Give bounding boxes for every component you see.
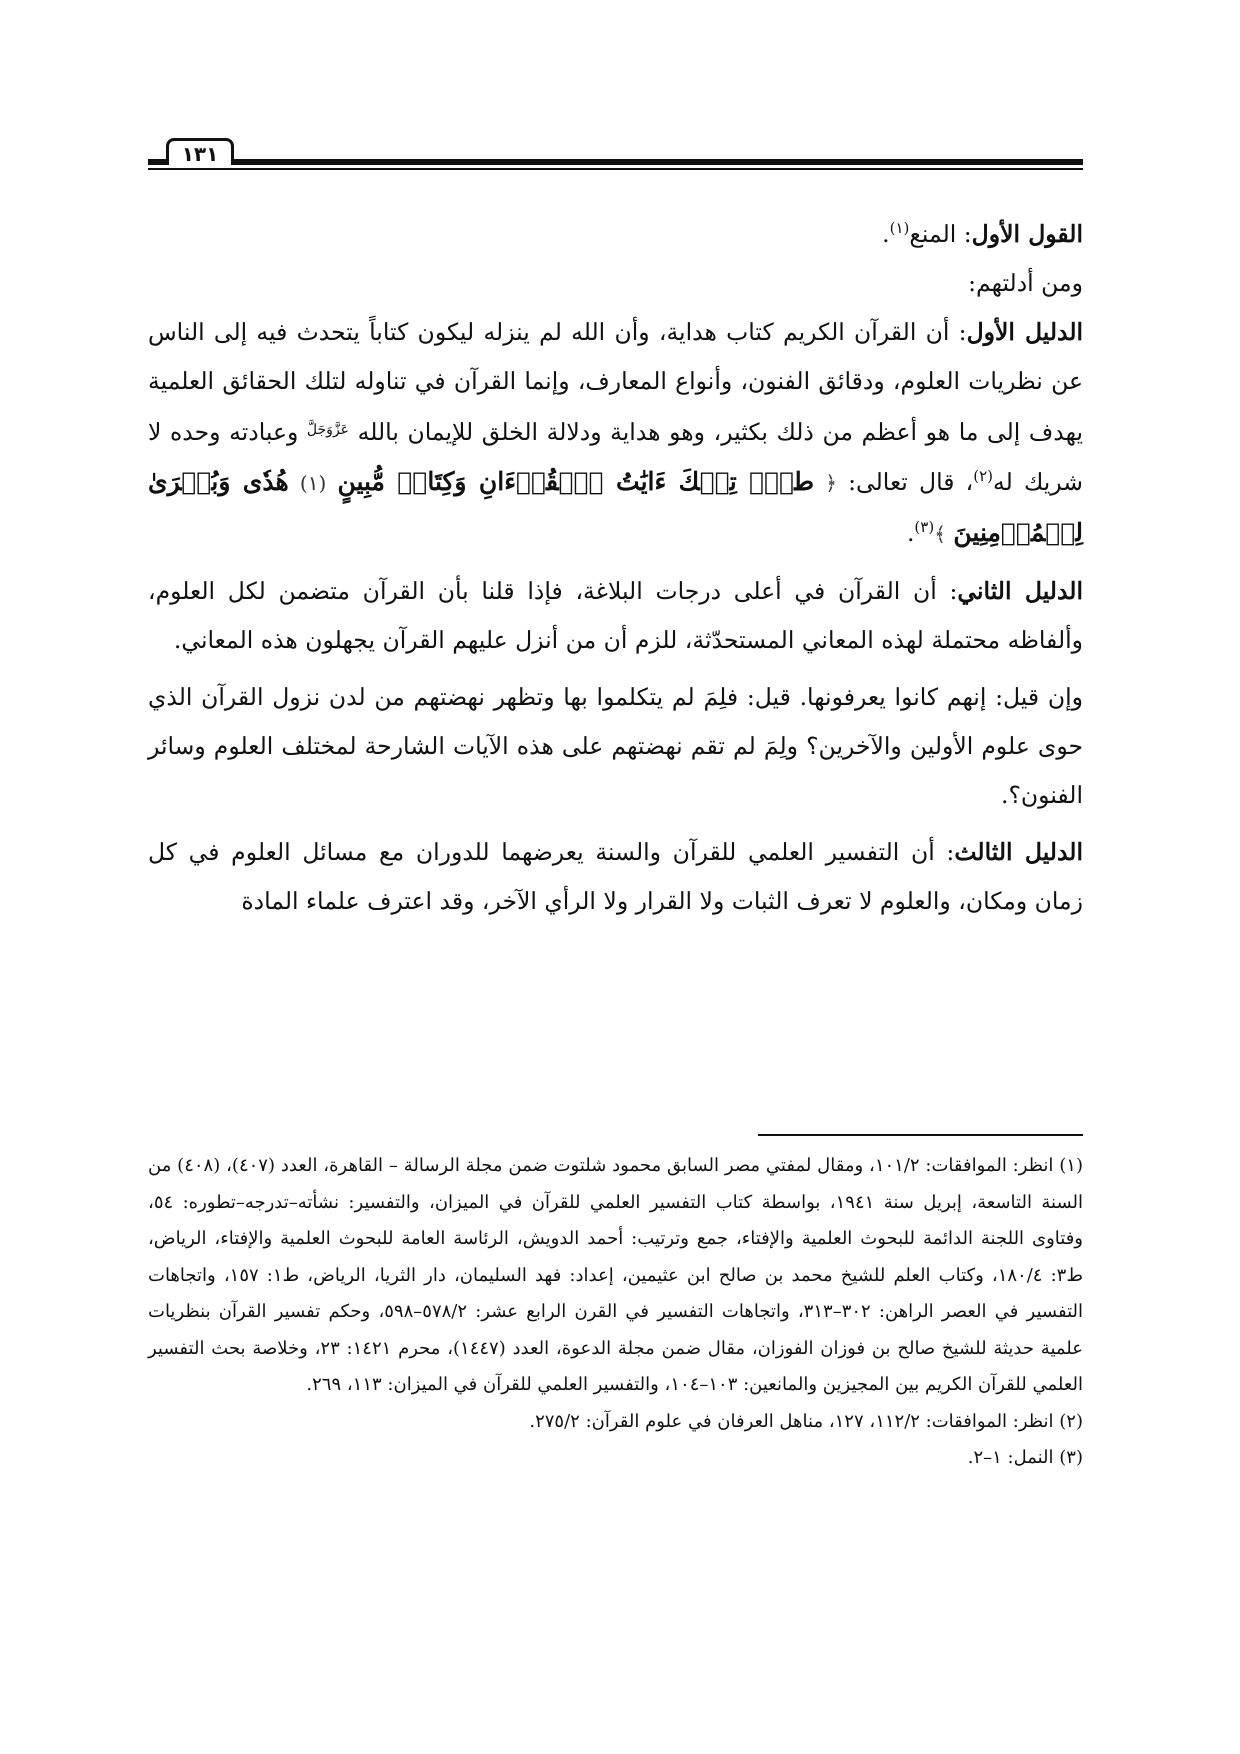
first-evidence-label: الدليل الأول [966,318,1084,346]
paragraph-third-evidence [148,828,1083,926]
footnote-3: (٣) النمل: ١–٢. [967,1447,1083,1468]
honorific-glyph: عَزَّوَجَلَّ [306,422,350,438]
first-evidence-text-3: ، قال تعالى: [836,468,974,496]
footnote-ref-3[interactable]: (٣) [914,518,935,536]
page-number: ١٣١ [166,138,234,165]
first-opinion-end: . [882,220,890,248]
quran-verse-1: طسٓۚ تِلۡكَ ءَايَٰتُ ٱلۡقُرۡءَانِ وَكِتَابٖ مُّبِينٍ [337,467,815,496]
footnote-ref-2[interactable]: (٢) [973,467,994,485]
paragraph-first-opinion [148,210,1083,259]
second-evidence-text: : أن القرآن في أعلى درجات البلاغة، فإذا قلنا بأن القرآن متضمن لكل العلوم، وألفاظه محتملة لهذه المعاني المستحدّثة، للزم أن من أنزل عليهم القرآن يجهلون هذه المعاني. [148,577,1083,654]
quran-verse-2: هُدٗى وَبُشۡرَىٰ لِلۡمُؤۡمِنِينَ [148,467,1083,547]
footnote-2: (٢) انظر: الموافقات: ١١٢/٢، ١٢٧، مناهل العرفان في علوم القرآن: ٢٧٥/٢. [529,1410,1083,1432]
paragraph-objection [148,673,1083,820]
ayah-number-marker: (١) [299,471,327,495]
second-evidence-label: الدليل الثاني [957,577,1083,605]
footnote-ref-1[interactable]: (١) [889,219,910,237]
body-text [148,210,1083,926]
page-header [148,138,1083,172]
quran-bracket-open: ﴿ [825,471,837,495]
footnote-separator [758,1134,1083,1136]
evidence-intro-text: ومن أدلتهم: [968,269,1083,297]
first-evidence-text: : أن القرآن الكريم كتاب هداية، وأن الله لم ينزله ليكون كتاباً يتحدث فيه إلى الناس عن نظريات العلوم، ودقائق الفنون، وأنواع المعارف، وإنما القرآن في تناوله لتلك الحقائق العلمية يهدف إلى ما هو أعظم من ذلك بكثير، وهو هداية ودلالة الخلق للإيمان بالله [148,318,1083,446]
paragraph-evidence-intro [148,259,1083,308]
quran-bracket-close: ﴾ [934,522,946,546]
third-evidence-label: الدليل الثالث [954,838,1083,866]
objection-text: وإن قيل: إنهم كانوا يعرفونها. قيل: فلِمَ لم يتكلموا بها وتظهر نهضتهم من لدن نزول القرآن الذي حوى علوم الأولين والآخرين؟ ولِمَ لم تقم نهضتهم على هذه الآيات الشارحة لمختلف العلوم وسائر الفنون؟. [148,683,1083,809]
paragraph-first-evidence [148,308,1083,559]
header-rule-thin [148,168,1083,170]
first-evidence-end: . [906,519,915,547]
first-opinion-label: القول الأول [971,220,1083,248]
first-opinion-text: : المنع [909,220,972,248]
paragraph-second-evidence [148,567,1083,665]
third-evidence-text: : أن التفسير العلمي للقرآن والسنة يعرضهما للدوران مع مسائل العلوم في كل زمان ومكان، والعلوم لا تعرف الثبات ولا القرار ولا الرأي الآخر، وقد اعترف علماء المادة [148,838,1083,915]
footnote-1: (١) انظر: الموافقات: ١٠١/٢، ومقال لمفتي مصر السابق محمود شلتوت ضمن مجلة الرسالة – القاهرة، العدد (٤٠٧)، (٤٠٨) من السنة التاسعة، إبريل سنة ١٩٤١، بواسطة كتاب التفسير العلمي للقرآن في الميزان، والتفسير: نشأته–تدرجه–تطوره: ٥٤، وفتاوى اللجنة الدائمة للبحوث العلمية والإفتاء، جمع وترتيب: أحمد الدويش، الرئاسة العامة للبحوث العلمية والإفتاء، الرياض، ط٣: ١٨٠/٤، وكتاب العلم للشيخ محمد بن صالح ابن عثيمين، إعداد: فهد السليمان، دار الثريا، الرياض، ط١: ١٥٧، واتجاهات التفسير في العصر الراهن: ٣٠٢–٣١٣، واتجاهات التفسير في القرن الرابع عشر: ٥٧٨/٢–٥٩٨، وحكم تفسير القرآن بنظريات علمية حديثة للشيخ صالح بن فوزان الفوزان، مقال ضمن مجلة الدعوة، العدد (١٤٤٧)، محرم ١٤٢١: ٢٣، وخلاصة بحث التفسير العلمي للقرآن الكريم بين المجيزين والمانعين: ١٠٣–١٠٤، والتفسير العلمي للقرآن في الميزان: ١١٣، ٢٦٩. [148,1155,1083,1395]
first-evidence-text-2: وعبادته وحده لا شريك له [148,418,1083,496]
ayah-number: ١ [307,471,319,495]
header-rule-thick [148,159,1083,165]
footnotes [148,1148,1083,1477]
